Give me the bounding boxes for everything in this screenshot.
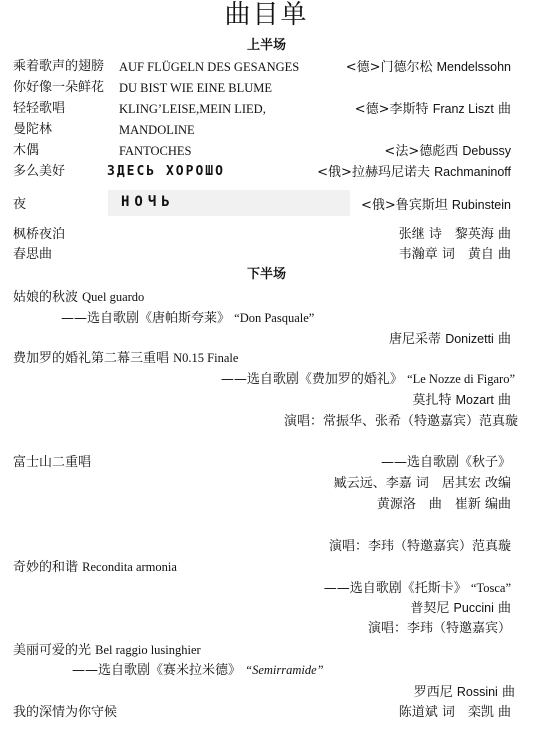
song-cn-title: 多么美好 (13, 164, 66, 179)
composer-credit (317, 164, 511, 181)
opera-cn: ——选自歌剧《唐帕斯夸莱》 (61, 311, 231, 326)
song-cn-title: 姑娘的秋波 (13, 290, 79, 305)
performers-line: 演唱：常振华、张希（特邀嘉宾）范真璇 (283, 414, 518, 429)
composer-en: Puccini (453, 601, 494, 615)
composer-suffix: 曲 (497, 393, 511, 408)
composer-credit (410, 600, 511, 617)
composer-en: Rubinstein (451, 198, 511, 212)
opera-original: “Tosca” (470, 581, 511, 595)
opera-cn: ——选自歌剧《托斯卡》 (323, 581, 467, 596)
song-original-title: ЗДЕСЬ ХОРОШО (107, 164, 225, 179)
composer-suffix: 曲 (497, 332, 511, 347)
song-original-title: KLING’LEISE,MEIN LIED, (119, 102, 266, 116)
song-original-title: DU BIST WIE EINE BLUME (119, 81, 272, 95)
song-title-line (13, 642, 201, 659)
song-original-title: FANTOCHES (119, 144, 192, 158)
song-cn-title: 春思曲 (13, 247, 53, 262)
song-original-title: Quel guardo (82, 290, 145, 304)
song-cn-title: 枫桥夜泊 (13, 227, 66, 242)
composer-cn: <法>德彪西 (384, 144, 459, 159)
opera-original: “Le Nozze di Figaro” (407, 372, 515, 386)
opera-source-line (221, 371, 515, 388)
composer-cn: 普契尼 (410, 601, 450, 616)
composer-en: Rossini (456, 685, 498, 699)
composer-cn: <俄>鲁宾斯坦 (360, 198, 448, 213)
composer-en: Franz Liszt (432, 102, 494, 116)
page-title: 曲目单 (224, 0, 309, 30)
composer-credit (414, 684, 515, 701)
song-original-title: AUF FLÜGELN DES GESANGES (119, 60, 300, 74)
composer-credit (346, 59, 511, 76)
composer-credit (412, 392, 511, 409)
composer-cn: <德>李斯特 (354, 102, 429, 117)
composer-credit (389, 331, 511, 348)
song-cn-title: 曼陀林 (13, 122, 53, 137)
section-heading-first-half: 上半场 (246, 38, 286, 53)
opera-original: “Semirramide” (245, 663, 324, 677)
composer-credit (361, 197, 511, 214)
song-original-title: НОЧЬ (121, 194, 175, 210)
credit-line: 陈道斌 词 栾凯 曲 (398, 705, 511, 720)
performers-line: 演唱：李玮（特邀嘉宾）范真璇 (328, 539, 511, 554)
song-cn-title: 我的深情为你守候 (13, 705, 118, 720)
song-cn-title: 美丽可爱的光 (13, 643, 92, 658)
opera-cn: ——选自歌剧《费加罗的婚礼》 (220, 372, 403, 387)
song-cn-title: 奇妙的和谐 (13, 560, 79, 575)
composer-en: Donizetti (445, 332, 494, 346)
song-cn-title: 夜 (13, 197, 27, 212)
composer-credit (355, 101, 511, 118)
performers-line: 演唱：李玮（特邀嘉宾） (367, 621, 511, 636)
composer-cn: <德>门德尔松 (345, 60, 433, 75)
composer-suffix: 曲 (501, 685, 515, 700)
song-cn-title: 富士山二重唱 (13, 455, 92, 470)
composer-suffix: 曲 (497, 102, 511, 117)
composer-en: Mendelssohn (436, 60, 511, 74)
song-original-title: Bel raggio lusinghier (95, 643, 201, 657)
composer-cn: <俄>拉赫玛尼诺夫 (317, 165, 430, 180)
credit-line: 臧云远、李嘉 词 居其宏 改编 (333, 476, 511, 491)
opera-cn: ——选自歌剧《赛米拉米德》 (72, 663, 242, 678)
song-cn-title: 木偶 (13, 143, 40, 158)
composer-cn: 莫扎特 (412, 393, 452, 408)
credit-line: 韦瀚章 词 黄自 曲 (398, 247, 511, 262)
song-cn-title: 轻轻歌唱 (13, 101, 66, 116)
song-title-line (13, 350, 238, 367)
composer-cn: 唐尼采蒂 (389, 332, 442, 347)
composer-en: Mozart (455, 393, 494, 407)
opera-source-line (72, 662, 324, 679)
composer-credit (384, 143, 511, 160)
credit-line: 张继 诗 黎英海 曲 (398, 227, 511, 242)
composer-en: Rachmaninoff (434, 165, 511, 179)
composer-en: Debussy (462, 144, 511, 158)
song-title-line (13, 289, 144, 306)
composer-cn: 罗西尼 (413, 685, 453, 700)
song-cn-title: 乘着歌声的翅膀 (13, 59, 105, 74)
composer-suffix: 曲 (497, 601, 511, 616)
section-heading-second-half: 下半场 (246, 267, 286, 282)
song-original-title: MANDOLINE (119, 123, 195, 137)
song-title-line (13, 559, 177, 576)
credit-line: 黄源洛 曲 崔新 编曲 (376, 497, 511, 512)
song-original-title: Recondita armonia (82, 560, 177, 574)
opera-original: “Don Pasquale” (234, 311, 315, 325)
song-cn-title: 费加罗的婚礼第二幕三重唱 (13, 351, 170, 366)
opera-source-line (324, 580, 511, 597)
song-original-title: N0.15 Finale (173, 351, 239, 365)
opera-source-line: ——选自歌剧《秋子》 (380, 455, 511, 470)
opera-source-line (61, 310, 314, 327)
song-cn-title: 你好像一朵鲜花 (13, 80, 105, 95)
